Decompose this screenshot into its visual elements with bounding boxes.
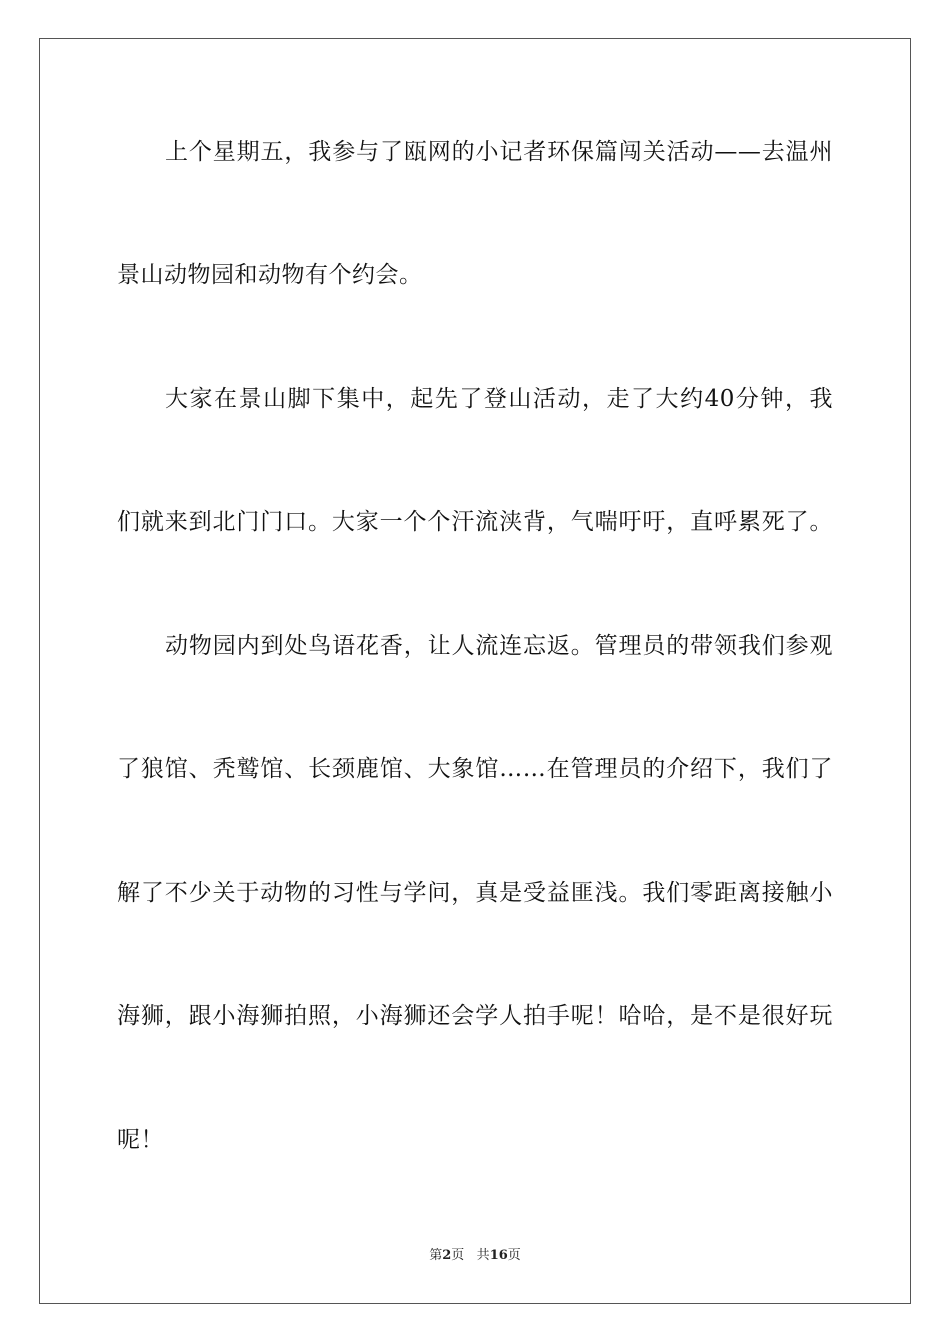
page-suffix: 页 [451,1248,465,1263]
paragraph-3-line-3: 解了不少关于动物的习性与学问，真是受益匪浅。我们零距离接触小 [117,880,833,906]
paragraph-3-line-1: 动物园内到处鸟语花香，让人流连忘返。管理员的带领我们参观 [165,633,833,659]
paragraph-1-line-1: 上个星期五，我参与了瓯网的小记者环保篇闯关活动——去温州 [165,139,833,165]
paragraph-2-line-1: 大家在景山脚下集中，起先了登山活动，走了大约40分钟，我 [165,386,833,412]
paragraph-3-line-4: 海狮，跟小海狮拍照，小海狮还会学人拍手呢！哈哈，是不是很好玩 [117,1003,833,1029]
page-footer [0,1248,950,1264]
total-pages: 16 [489,1248,508,1263]
page-border [39,38,911,1304]
total-suffix: 页 [507,1248,521,1263]
total-prefix: 共 [476,1248,490,1263]
page-prefix: 第 [429,1248,443,1263]
paragraph-2-line-2: 们就来到北门门口。大家一个个汗流浃背，气喘吁吁，直呼累死了。 [117,509,833,535]
page-number: 2 [442,1248,452,1263]
paragraph-3-line-2: 了狼馆、秃鹫馆、长颈鹿馆、大象馆……在管理员的介绍下，我们了 [117,756,833,782]
paragraph-3-line-5: 呢！ [117,1127,164,1153]
paragraph-1-line-2: 景山动物园和动物有个约会。 [117,262,423,288]
